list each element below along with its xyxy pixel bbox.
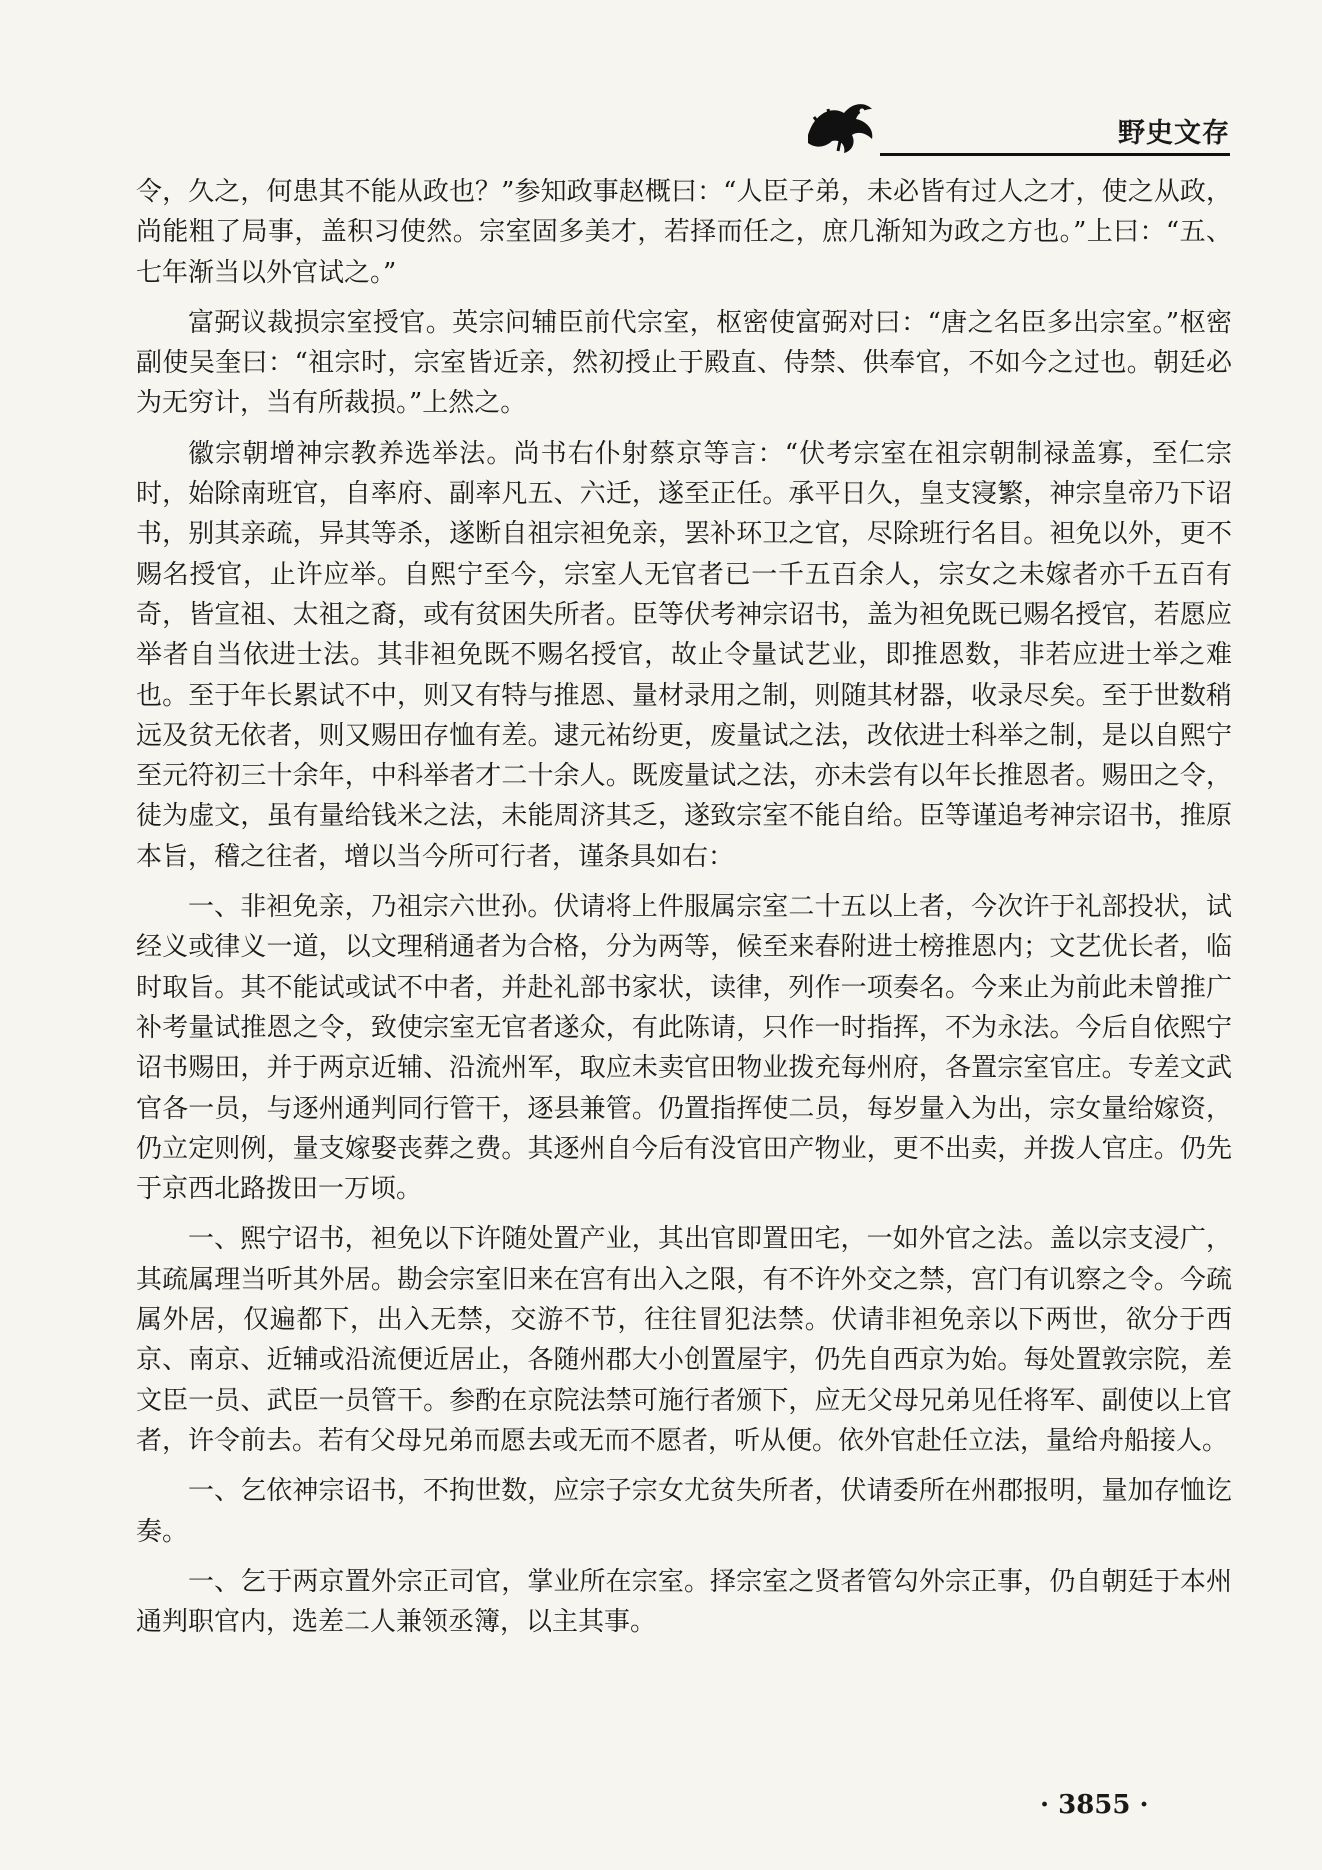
paragraph-5: 一、熙宁诏书，袒免以下许随处置产业，其出官即置田宅，一如外官之法。盖以宗支浸广，其疏属理当听其外居。勘会宗室旧来在宫有出入之限，有不许外交之禁，宫门有讥察之令。今疏属外居，仅遍都下，出入无禁，交游不节，往往冒犯法禁。伏请非袒免亲以下两世，欲分于西京、南京、近辅或沿流便近居止，各随州郡大小创置屋宇，仍先自西京为始。每处置敦宗院，差文臣一员、武臣一员管干。参酌在京院法禁可施行者颁下，应无父母兄弟见任将军、副使以上官者，许令前去。若有父母兄弟而愿去或无而不愿者，听从便。依外官赴任立法，量给舟船接人。 bbox=[136, 1224, 1232, 1456]
paragraph-3: 徽宗朝增神宗教养选举法。尚书右仆射蔡京等言：“伏考宗室在祖宗朝制禄盖寡，至仁宗时，始除南班官，自率府、副率凡五、六迁，遂至正任。承平日久，皇支寖繁，神宗皇帝乃下诏书，别其亲疏，异其等杀，遂断自祖宗袒免亲，罢补环卫之官，尽除班行名目。袒免以外，更不赐名授官，止许应举。自熙宁至今，宗室人无官者已一千五百余人，宗女之未嫁者亦千五百有奇，皆宣祖、太祖之裔，或有贫困失所者。臣等伏考神宗诏书，盖为袒免既已赐名授官，若愿应举者自当依进士法。其非袒免既不赐名授官，故止令量试艺业，即推恩数，非若应进士举之难也。至于年长累试不中，则又有特与推恩、量材录用之制，则随其材器，收录尽矣。至于世数稍远及贫无依者，则又赐田存恤有差。逮元祐纷更，废量试之法，改依进士科举之制，是以自熙宁至元符初三十余年，中科举者才二十余人。既废量试之法，亦未尝有以年长推恩者。赐田之令，徒为虚文，虽有量给钱米之法，未能周济其乏，遂致宗室不能自给。臣等谨追考神宗诏书，推原本旨，稽之往者，增以当今所可行者，谨条具如右： bbox=[136, 438, 1232, 872]
running-title: 野史文存 bbox=[1118, 118, 1230, 149]
paragraph-7: 一、乞于两京置外宗正司官，掌业所在宗室。择宗室之贤者管勾外宗正事，仍自朝廷于本州通判职官内，选差二人兼领丞簿，以主其事。 bbox=[136, 1566, 1232, 1638]
paragraph-4: 一、非袒免亲，乃祖宗六世孙。伏请将上件服属宗室二十五以上者，今次许于礼部投状，试经义或律义一道，以文理稍通者为合格，分为两等，候至来春附进士榜推恩内；文艺优长者，临时取旨。其不能试或试不中者，并赴礼部书家状，读律，列作一项奏名。今来止为前此未曾推广补考量试推恩之令，致使宗室无官者遂众，有此陈请，只作一时指挥，不为永法。今后自依熙宁诏书赐田，并于两京近辅、沿流州军，取应未卖官田物业拨充每州府，各置宗室官庄。专差文武官各一员，与逐州通判同行管干，逐县兼管。仍置指挥使二员，每岁量入为出，宗女量给嫁资，仍立定则例，量支嫁娶丧葬之费。其逐州自今后有没官田产物业，更不出卖，并拨人官庄。仍先于京西北路拨田一万顷。 bbox=[136, 892, 1232, 1205]
page-number: · 3855 · bbox=[1040, 1790, 1149, 1820]
dragon-icon bbox=[800, 95, 880, 159]
main-text bbox=[136, 172, 1232, 1652]
page-header bbox=[800, 95, 1230, 165]
paragraph-1: 令，久之，何患其不能从政也？”参知政事赵概曰：“人臣子弟，未必皆有过人之才，使之从政，尚能粗了局事，盖积习使然。宗室固多美才，若择而任之，庶几渐知为政之方也。”上曰：“五、七年渐当以外官试之。” bbox=[136, 177, 1232, 288]
paragraph-6: 一、乞依神宗诏书，不拘世数，应宗子宗女尤贫失所者，伏请委所在州郡报明，量加存恤讫奏。 bbox=[136, 1476, 1232, 1547]
paragraph-2: 富弼议裁损宗室授官。英宗问辅臣前代宗室，枢密使富弼对曰：“唐之名臣多出宗室。”枢密副使吴奎曰：“祖宗时，宗室皆近亲，然初授止于殿直、侍禁、供奉官，不如今之过也。朝廷必为无穷计，当有所裁损。”上然之。 bbox=[136, 307, 1232, 419]
header-rule bbox=[880, 153, 1230, 156]
